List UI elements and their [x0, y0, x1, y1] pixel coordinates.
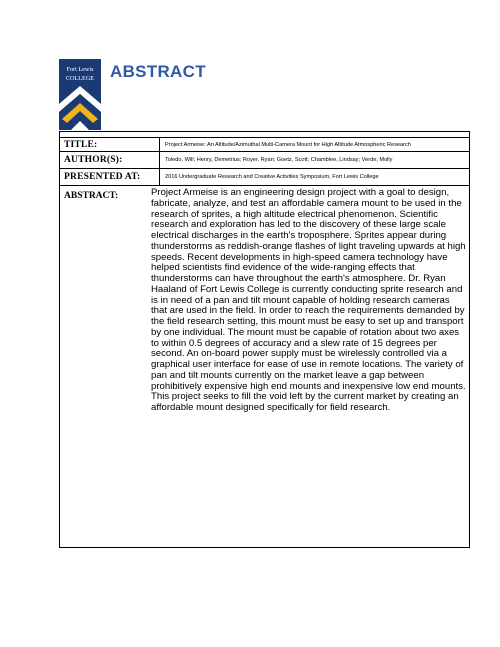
presented-value: 2016 Undergraduate Research and Creative Activities Symposium, Fort Lewis College — [159, 169, 469, 185]
college-logo — [59, 59, 101, 130]
abstract-text: Project Armeise is an engineering design project with a goal to design, fabricate, analyze, and test an affordable camera mount to be used in the research of sprites, a high altitude electrical phenomenon. Scientific research and exploration has led to the discovery of these large scale electrical discharges in the earth's troposphere. Sprites appear during thunderstorms as reddish-orange flashes of light traveling upwards at high speeds. Recent developments in high-speed camera technology have helped scientists find evidence of the wide-ranging effects that thunderstorms can have throughout the earth's atmosphere. Dr. Ryan Haaland of Fort Lewis College is currently conducting sprite research and is in need of a pan and tilt mount capable of holding research cameras that are used in the field. In order to reach the requirements demanded by the field research setting, this mount must be easy to set up and transport by one individual. The mount must be capable of rotation about two axes to within 0.5 degrees of accuracy and a slew rate of 15 degrees per second. An on-board power supply must be wirelessly controlled via a graphical user interface for ease of use in remote locations. The variety of pan and tilt mounts currently on the market leave a gap between prohibitively expensive high end mounts and inexpensive low end mounts. This project seeks to fill the void left by the current market by creating an affordable mount designed specifically for field research. — [151, 187, 466, 413]
title-value: Project Armeise: An Altitude/Azimuthal Multi-Camera Mount for High Altitude Atmospheric Research — [159, 138, 469, 151]
abstract-label: ABSTRACT: — [64, 191, 119, 201]
title-row — [60, 138, 469, 152]
authors-label: AUTHOR(S): — [64, 155, 123, 165]
abstract-form — [59, 131, 470, 548]
authors-value: Toledo, Will; Henry, Demetrius; Royer, Ryan; Goetz, Scott; Chamblee, Lindsay; Verde, Molly — [159, 152, 469, 168]
presented-row — [60, 169, 469, 186]
presented-label: PRESENTED AT: — [64, 172, 141, 182]
authors-row — [60, 152, 469, 169]
svg-text:Fort Lewis: Fort Lewis — [66, 66, 94, 73]
page-title: ABSTRACT — [110, 62, 206, 81]
svg-text:COLLEGE: COLLEGE — [65, 75, 95, 82]
title-label: TITLE: — [64, 139, 98, 150]
